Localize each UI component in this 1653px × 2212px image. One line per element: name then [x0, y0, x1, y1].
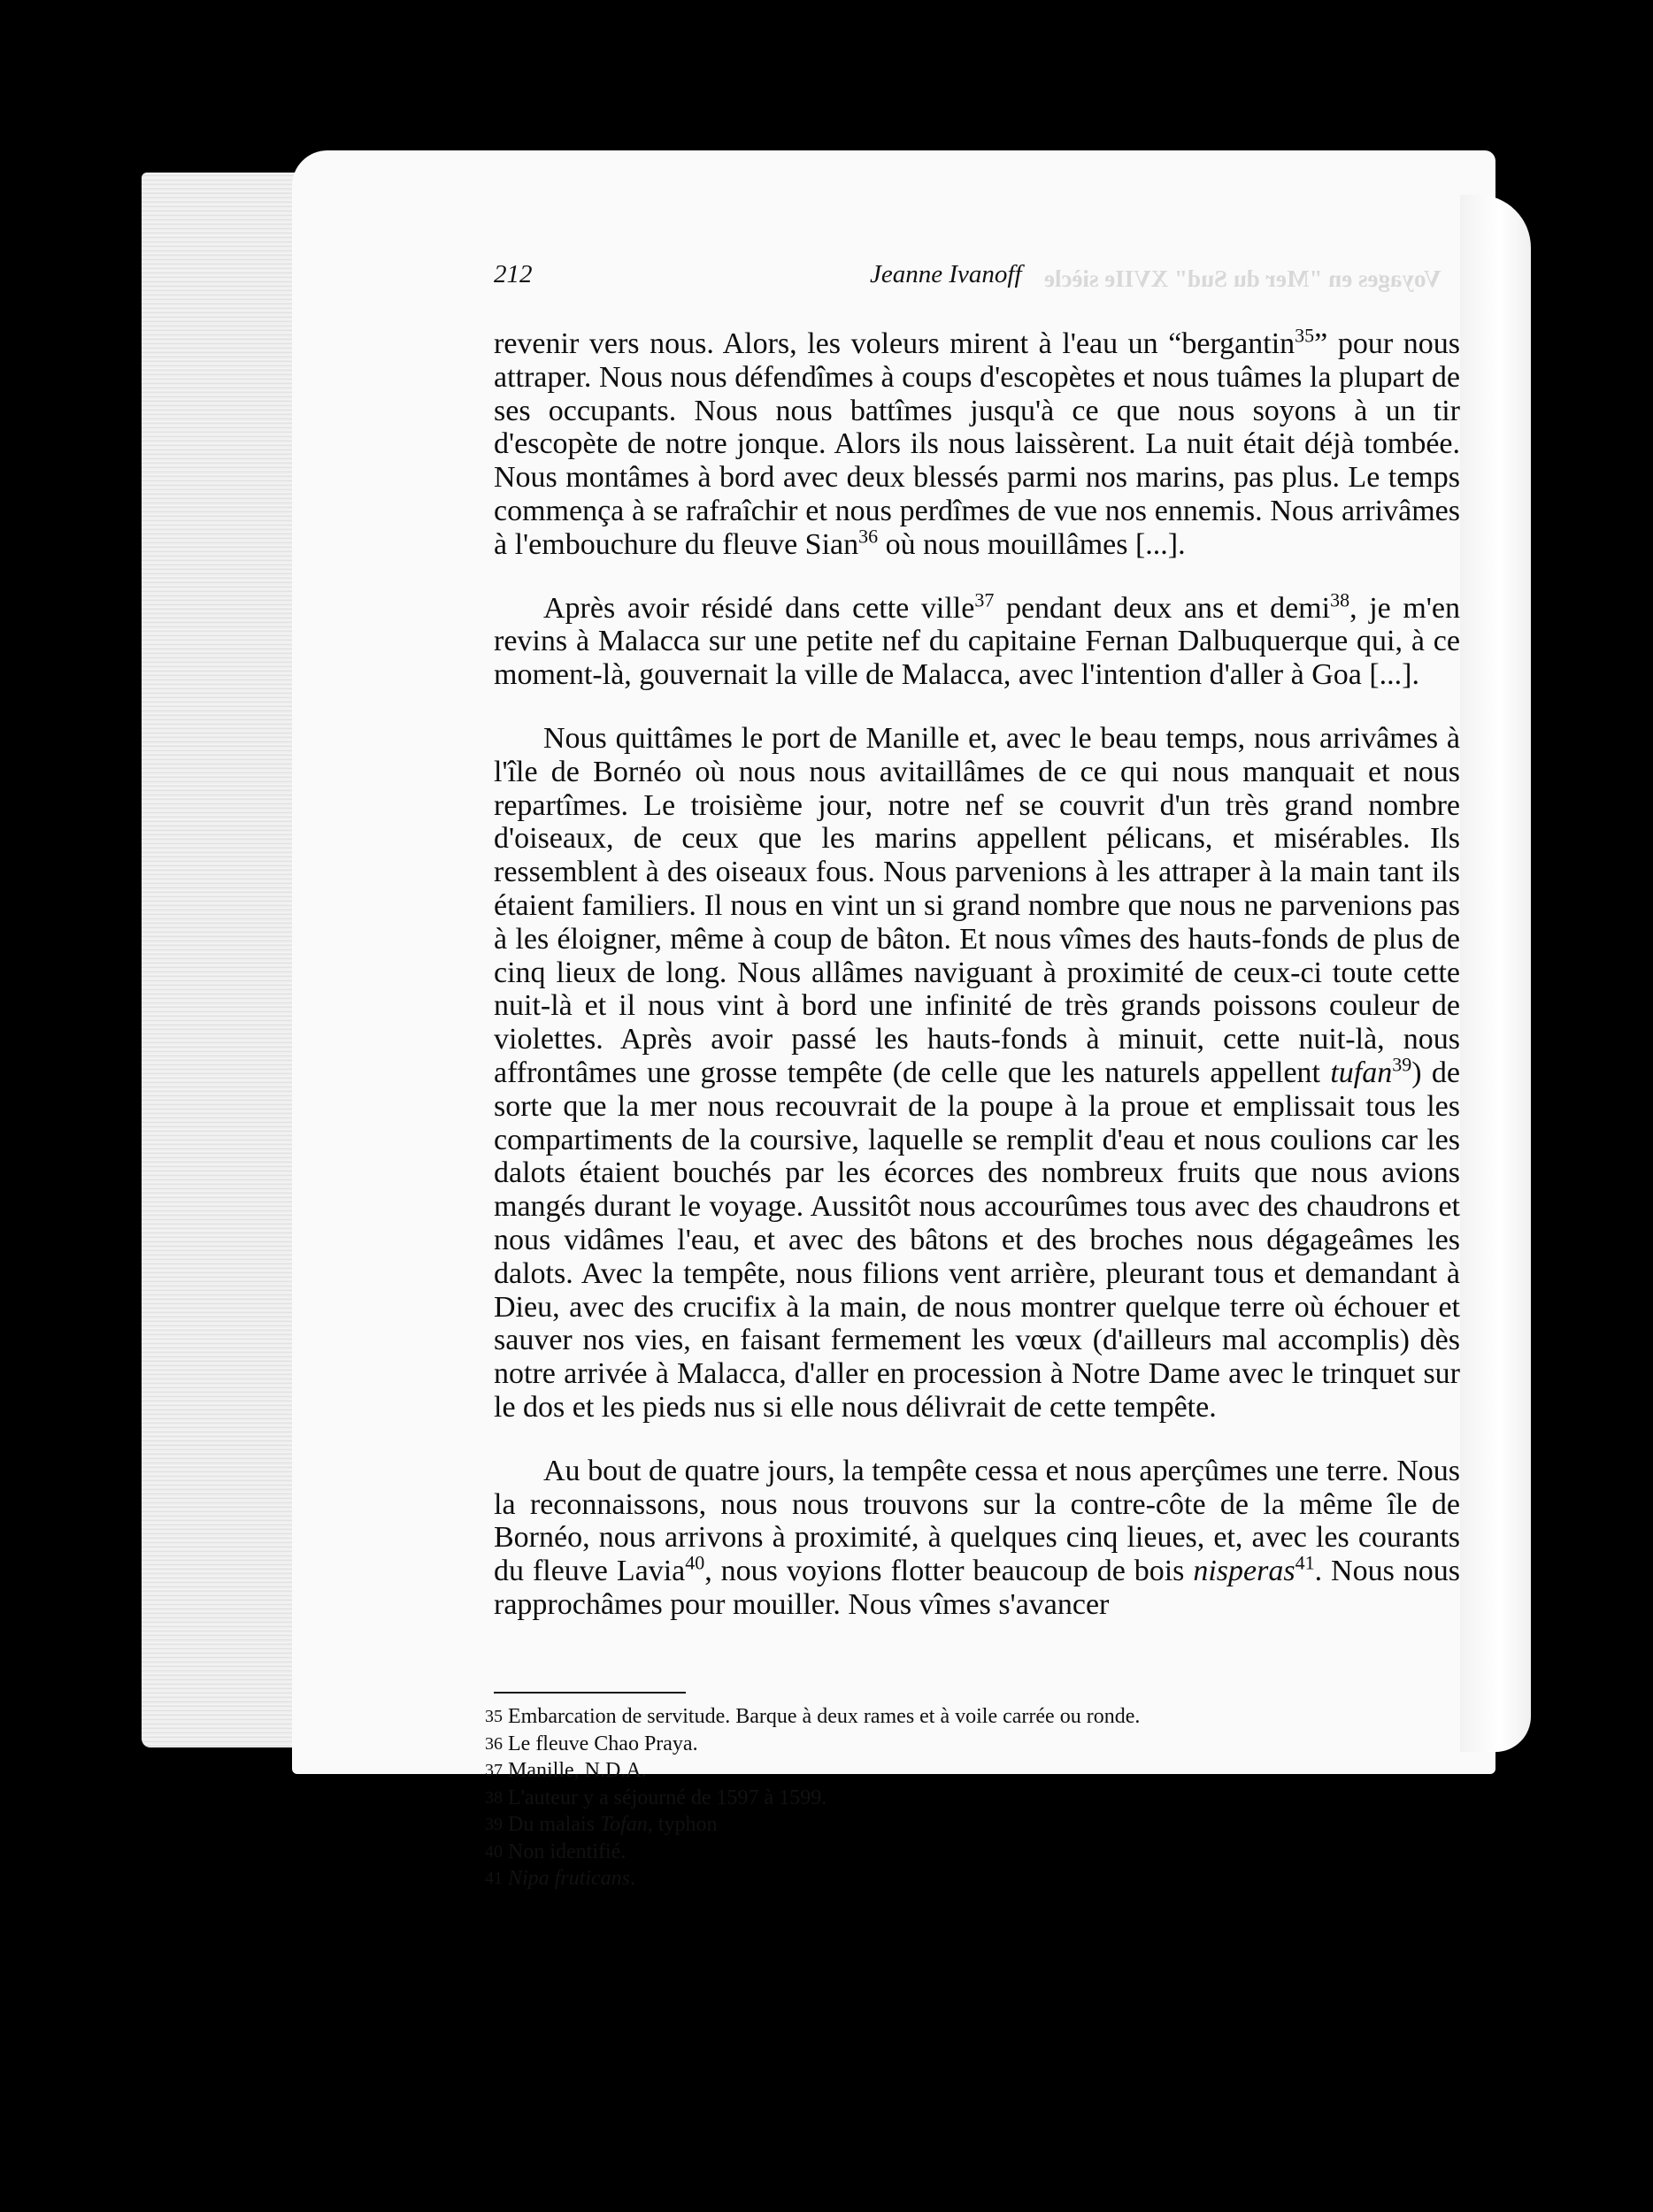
- footnote-separator: [494, 1692, 686, 1694]
- footnote-ref: 36: [858, 525, 879, 548]
- paragraph-4: [494, 1455, 1460, 1622]
- footnote-ref: 35: [1295, 324, 1315, 347]
- footnote-text: Du malais: [508, 1813, 600, 1836]
- text-run: revenir vers nous. Alors, les voleurs mirent à l'eau un “bergantin: [494, 327, 1295, 360]
- text-run: ) de sorte que la mer nous recouvrait de la poupe à la proue et emplissait tous les compartiments de la coursive, laquelle se remplit d'eau et nous coulions car les dalots étaient bouchés par les écorces des nombreux fruits que nous avions mangés durant le voyage. Aussitôt nous accourûmes tous avec des chaudrons et nous vidâmes l'eau, et avec des bâtons et des broches nous dégageâmes les dalots. Avec la tempête, nous filions vent arrière, pleurant tous et demandant à Dieu, avec des crucifix à la main, de nous montrer quelque terre où échouer et sauver nos vies, en faisant fermement les vœux (d'ailleurs mal accomplis) dès notre arrivée à Malacca, d'aller en procession à Notre Dame avec le trinquet sur le dos et les pieds nus si elle nous délivrait de cette tempête.: [494, 1056, 1460, 1424]
- footnote-35: [485, 1703, 1370, 1731]
- text-run: . Nous nous rapprochâmes pour mouiller. Nous vîmes s'avancer: [494, 1555, 1460, 1621]
- footnote-text: .: [630, 1867, 636, 1890]
- page-number: 212: [494, 260, 533, 288]
- footnote-ref: 37: [974, 588, 995, 611]
- footnote-41: [485, 1865, 1370, 1893]
- italic-term: tufan: [1330, 1056, 1393, 1089]
- page-header: [0, 255, 1653, 299]
- footnote-number: 39: [485, 1815, 503, 1834]
- footnote-text: L'auteur y a séjourné de 1597 à 1599.: [508, 1786, 827, 1809]
- footnote-text: Manille, N.D.A.: [508, 1759, 647, 1782]
- footnote-ref: 39: [1392, 1053, 1412, 1076]
- text-run: ” pour nous attraper. Nous nous défendîmes à coups d'escopètes et nous tuâmes la plupart de ses occupants. Nous nous battîmes jusqu'à ce que nous soyons à un tir d'escopète de notre jonque. Alors ils nous laissèrent. La nuit était déjà tombée. Nous montâmes à bord avec deux blessés parmi nos marins, pas plus. Le temps commença à se rafraîchir et nous perdîmes de vue nos ennemis. Nous arrivâmes à l'embouchure du fleuve Sian: [494, 327, 1460, 561]
- footnote-number: 38: [485, 1787, 503, 1808]
- book-page-stack-edge: [142, 173, 310, 1747]
- footnote-37: [485, 1757, 1370, 1785]
- text-run: Après avoir résidé dans cette ville: [543, 591, 975, 625]
- footnote-number: 40: [485, 1841, 503, 1862]
- footnote-text: Non identifié.: [508, 1839, 627, 1863]
- footnotes: [485, 1703, 1370, 1893]
- page-curl-edge: [1460, 195, 1531, 1752]
- text-run: Nous quittâmes le port de Manille et, avec le beau temps, nous arrivâmes à l'île de Bornéo où nous nous avitaillâmes de ce qui nous manquait et nous repartîmes. Le troisième jour, notre nef se couvrit d'un très grand nombre d'oiseaux, de ceux que les marins appellent pélicans, et misérables. Ils ressemblent à des oiseaux fous. Nous parvenions à les attraper à la main tant ils étaient familiers. Il nous en vint un si grand nombre que nous ne parvenions pas à les éloigner, même à coup de bâton. Et nous vîmes des hauts-fonds de plus de cinq lieux de long. Nous allâmes naviguant à proximité de ceux-ci toute cette nuit-là et il nous vint à bord une infinité de très grands poissons couleur de violettes. Après avoir passé les hauts-fonds à minuit, cette nuit-là, nous affrontâmes une grosse tempête (de celle que les naturels appellent: [494, 721, 1460, 1089]
- footnote-italic: Tofan: [599, 1813, 648, 1836]
- footnote-ref: 38: [1330, 588, 1350, 611]
- footnote-italic: Nipa fruticans: [508, 1867, 631, 1890]
- paragraph-1: [494, 324, 1460, 562]
- footnote-number: 41: [485, 1869, 503, 1888]
- bleed-through-running-head: Voyages en "Mer du Sud" XVIIe siècle: [1044, 265, 1442, 292]
- text-run: Au bout de quatre jours, la tempête cessa et nous aperçûmes une terre. Nous la reconnaissons, nous nous trouvons sur la contre-côte de la même île de Bornéo, nous arrivons à proximité, à quelques cinq lieues, et, avec les courants du fleuve Lavia: [494, 1454, 1460, 1588]
- body-text: [494, 324, 1461, 1622]
- paragraph-2: [494, 588, 1461, 692]
- text-run: , nous voyions flotter beaucoup de bois: [704, 1555, 1194, 1588]
- footnote-text: , typhon: [647, 1813, 718, 1836]
- footnote-38: [485, 1785, 1370, 1812]
- footnote-text: Embarcation de servitude. Barque à deux rames et à voile carrée ou ronde.: [508, 1705, 1141, 1728]
- footnote-number: 36: [485, 1733, 503, 1754]
- footnote-36: [485, 1731, 1370, 1758]
- text-run: , je m'en revins à Malacca sur une petite nef du capitaine Fernan Dalbuquerque qui, à ce moment-là, gouvernait la ville de Malacca, avec l'intention d'aller à Goa [...].: [494, 591, 1461, 692]
- footnote-39: [485, 1811, 1370, 1839]
- italic-term: nisperas: [1193, 1555, 1295, 1588]
- paragraph-3: [494, 722, 1460, 1425]
- text-run: pendant deux ans et demi: [994, 591, 1331, 625]
- text-run: où nous mouillâmes [...].: [878, 527, 1186, 561]
- running-head-author: Jeanne Ivanoff: [870, 260, 1022, 288]
- footnote-40: [485, 1839, 1370, 1866]
- footnote-number: 35: [485, 1707, 503, 1726]
- footnote-text: Le fleuve Chao Praya.: [508, 1732, 698, 1755]
- footnote-ref: 40: [685, 1551, 705, 1574]
- footnote-number: 37: [485, 1761, 503, 1780]
- footnote-ref: 41: [1295, 1551, 1315, 1574]
